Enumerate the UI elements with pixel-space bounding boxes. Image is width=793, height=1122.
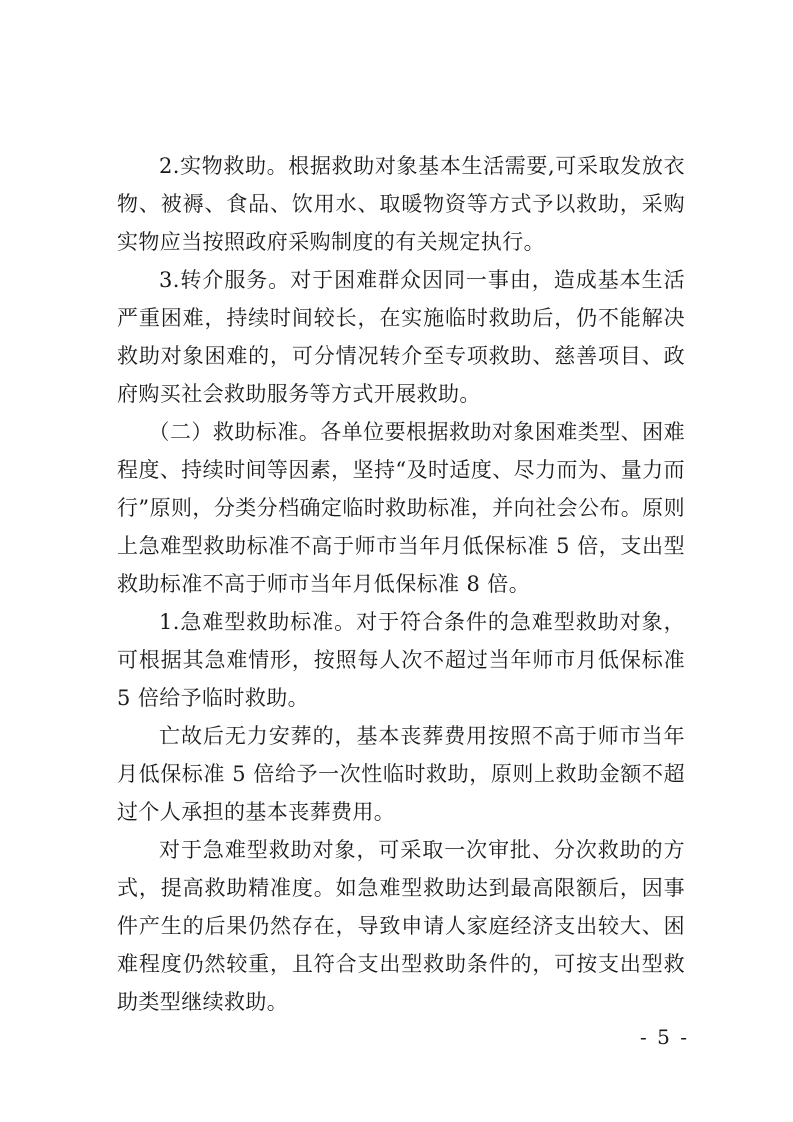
paragraph-referral-service: 3.转介服务。对于困难群众因同一事由，造成基本生活严重困难，持续时间较长，在实施临时救助后，仍不能解决救助对象困难的，可分情况转介至专项救助、慈善项目、政府购买社会救助服务等方式开展救助。 [117,268,685,406]
paragraph-staged-aid: 对于急难型救助对象，可采取一次审批、分次救助的方式，提高救助精准度。如急难型救助达到最高限额后，因事件产生的后果仍然存在，导致申请人家庭经济支出较大、困难程度仍然较重，且符合支出型救助条件的，可按支出型救助类型继续救助。 [117,838,685,1014]
paragraph-aid-standard: （二）救助标准。各单位要根据救助对象困难类型、困难程度、持续时间等因素，坚持“及时适度、尽力而为、量力而行”原则，分类分档确定临时救助标准，并向社会公布。原则上急难型救助标准不高于师市当年月低保标准 5 倍，支出型救助标准不高于师市当年月低保标准 8 倍。 [117,420,685,596]
paragraph-funeral-aid: 亡故后无力安葬的，基本丧葬费用按照不高于师市当年月低保标准 5 倍给予一次性临时救助，原则上救助金额不超过个人承担的基本丧葬费用。 [117,724,685,824]
paragraph-emergency-standard: 1.急难型救助标准。对于符合条件的急难型救助对象，可根据其急难情形，按照每人次不超过当年师市月低保标准 5 倍给予临时救助。 [117,610,685,710]
paragraph-material-aid: 2.实物救助。根据救助对象基本生活需要,可采取发放衣物、被褥、食品、饮用水、取暖物资等方式予以救助，采购实物应当按照政府采购制度的有关规定执行。 [117,154,685,254]
page-number: - 5 - [640,1025,689,1049]
document-body [117,147,685,1021]
